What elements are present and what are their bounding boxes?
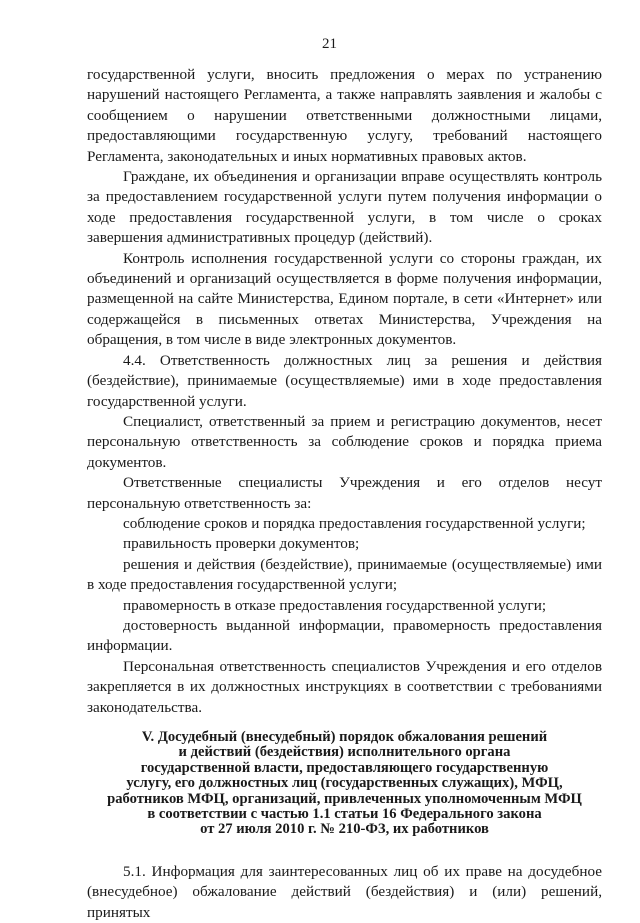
paragraph: 4.4. Ответственность должностных лиц за решения и действия (бездействие), принимаемые (осуществляемые) ими в ходе предоставления государственной услуги.: [87, 351, 602, 410]
body-text-after: [87, 862, 602, 923]
paragraph: Специалист, ответственный за прием и регистрацию документов, несет персональную ответственность за соблюдение сроков и порядка приема документов.: [87, 412, 602, 471]
paragraph: достоверность выданной информации, правомерность предоставления информации.: [87, 616, 602, 655]
body-text-before: [87, 65, 602, 718]
paragraph: правомерность в отказе предоставления государственной услуги;: [123, 596, 547, 614]
paragraph: Ответственные специалисты Учреждения и его отделов несут персональную ответственность за:: [87, 474, 602, 512]
paragraph: Контроль исполнения государственной услуги со стороны граждан, их объединений и организаций осуществляется в форме получения информации, размещенной на сайте Министерства, Едином портале, в сети «Интернет» или содержащейся в письменных ответах Министерства, Учреждения на обращения, в том числе в виде электронных документов.: [87, 249, 602, 349]
paragraph: Персональная ответственность специалистов Учреждения и его отделов закрепляется в их должностных инструкциях в соответствии с требованиями законодательства.: [87, 657, 602, 716]
paragraph: Граждане, их объединения и организации вправе осуществлять контроль за предоставлением государственной услуги путем получения информации о ходе предоставления государственной услуги, в том числе о сроках завершения административных процедур (действий).: [87, 168, 602, 247]
paragraph: соблюдение сроков и порядка предоставления государственной услуги;: [123, 514, 586, 532]
section-heading: V. Досудебный (внесудебный) порядок обжалования решений и действий (бездействия) исполнительного органа государственной власти, предоставляющего государственную услугу, его должностных лиц (государственных служащих), МФЦ, работников МФЦ, организаций, привлеченных уполномоченным МФЦ в соответствии с частью 1.1 статьи 16 Федерального закона от 27 июля 2010 г. № 210-ФЗ, их работников: [107, 729, 582, 838]
page-number: 21: [322, 36, 337, 52]
paragraph: правильность проверки документов;: [123, 535, 360, 553]
paragraph: государственной услуги, вносить предложения о мерах по устранению нарушений настоящего Регламента, а также направлять заявления и жалобы с сообщением о нарушении ответственными должностными лицами, предоставляющими государственную услугу, требований настоящего Регламента, законодательных и иных нормативных правовых актов.: [87, 66, 602, 165]
paragraph: решения и действия (бездействие), принимаемые (осуществляемые) ими в ходе предоставления государственной услуги;: [87, 555, 602, 594]
paragraph: 5.1. Информация для заинтересованных лиц об их праве на досудебное (внесудебное) обжалование действий (бездействия) и (или) решений, принятых: [87, 862, 602, 921]
